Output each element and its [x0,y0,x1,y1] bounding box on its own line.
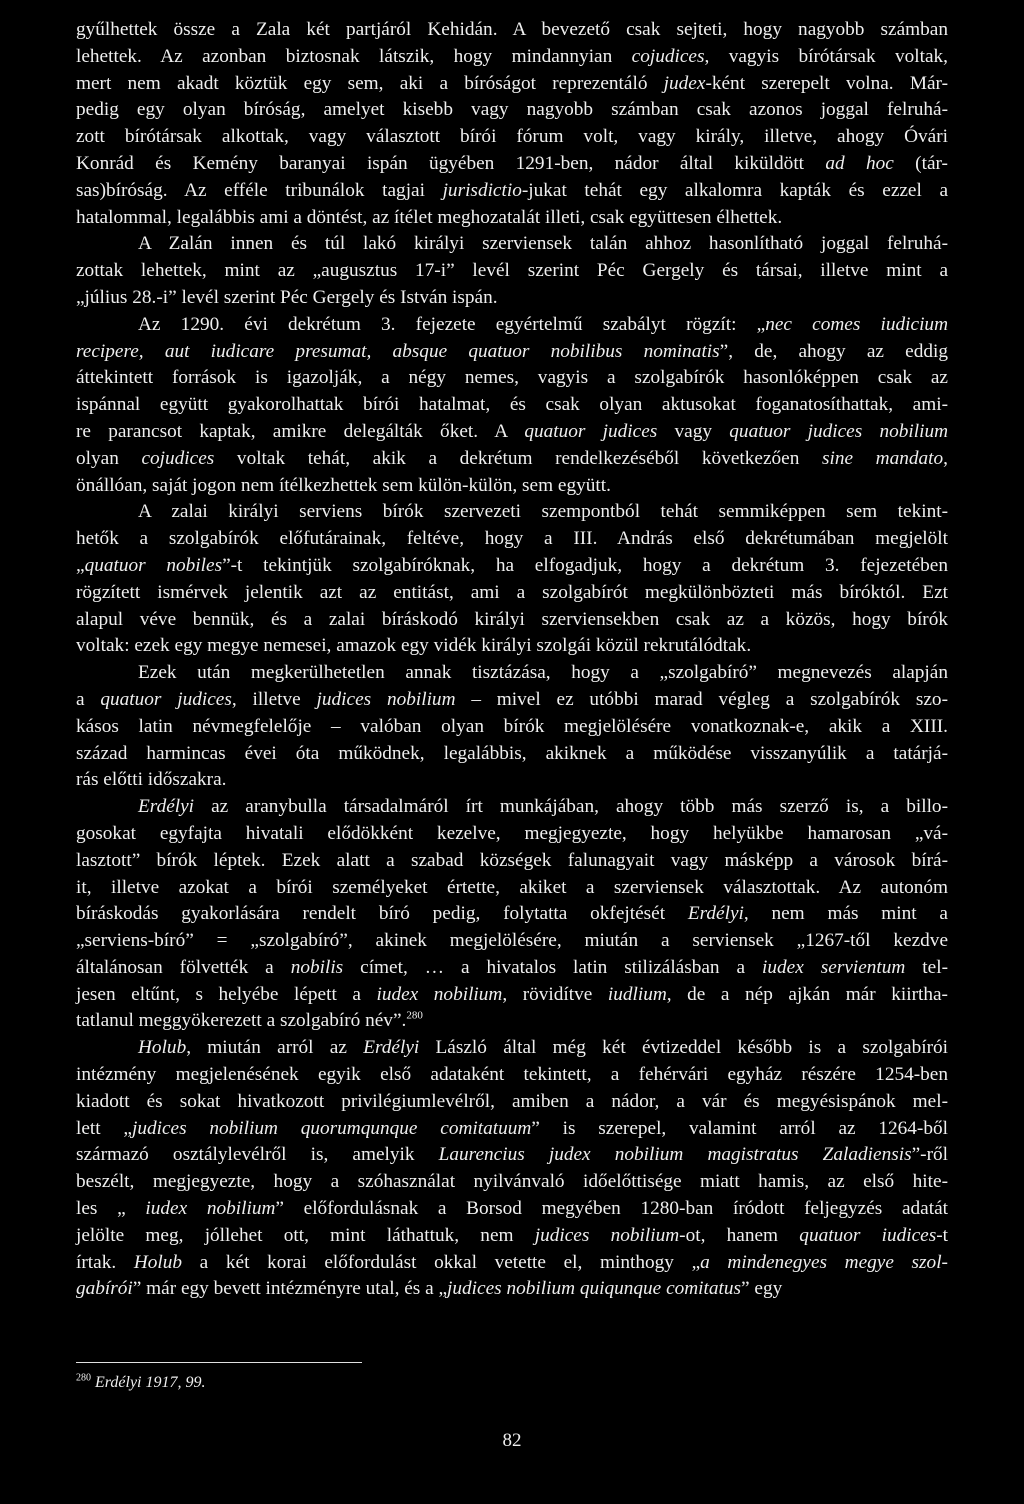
text-run: „július 28.-i” levél szerint Péc Gergely és István ispán. [76,286,498,308]
text-run: ”, de, ahogy az eddig [719,340,948,362]
text-line [76,633,948,660]
footnote-number: 280 [76,1372,91,1384]
text-run: ”-ről [911,1144,948,1166]
page-number: 82 [502,1430,522,1451]
text-run: rás előtti időszakra. [76,769,227,791]
text-run: tatlanul meggyökerezett a szolgabíró név”. [76,1010,407,1032]
text-line [76,687,948,714]
text-run: általánosan fölvették a [76,956,291,978]
text-run: hatalommal, legalábbis ami a döntést, az ítélet meghozatalát illeti, csak együttesen élhettek. [76,206,783,228]
text-line [76,473,948,500]
text-run: címet, … a hivatalos latin stilizálásban a [343,956,763,978]
text-line [76,151,948,178]
text-run: -t [936,1224,948,1246]
italic-term: Holub [133,1251,183,1273]
italic-term: quatuor nobiles [84,554,223,576]
text-run: ” is szerepel, valamint arról az 1264-ből [531,1117,948,1139]
text-run: intézmény megjelenésének egyik első adataként tekintett, a fehérvári egyház részére 1254-ben [76,1064,948,1086]
italic-term: recipere, aut iudicare presumat, absque quatuor nobilibus nominatis [76,340,720,362]
text-line [76,875,948,902]
text-run: zott bírótársak alkottak, vagy választott bírói fórum volt, vagy király, illetve, ahogy Óvári [76,126,948,148]
text-run: hetők a szolgabírók előfutárainak, feltéve, hogy a III. András első dekrétumában megjelölt [76,528,948,550]
italic-term: quatuor judices nobilium [729,420,949,442]
text-run: A Zalán innen és túl lakó királyi szerviensek talán ahhoz hasonlítható joggal felruhá- [138,233,948,255]
italic-term: judices nobilium quiqunque comitatus [447,1278,742,1300]
text-run: írtak. [76,1251,134,1273]
italic-term: Erdélyi [687,903,744,925]
text-line [76,499,948,526]
text-run: beszélt, megjegyezte, hogy a szóhasználat nyilvánvaló időelőttisége miatt hamis, az első hite- [76,1171,948,1193]
text-run: gosokat egyfajta hivatali elődökként kezelve, megjegyezte, hogy helyükbe hamarosan „vá- [76,822,948,844]
text-line [76,1116,948,1143]
text-run: zottak lehettek, mint az „augusztus 17-i” levél szerint Péc Gergely és társai, illetve mint a [76,260,948,282]
text-line [76,1169,948,1196]
text-run: -jukat tehát egy alkalomra kapták és ezzel a [521,179,948,201]
text-line [76,660,948,687]
text-line [76,821,948,848]
text-run: Konrád és Kemény baranyai ispán ügyében 1291-ben, nádor által kiküldött [76,152,826,174]
footnote [76,1372,206,1394]
text-line [76,794,948,821]
text-line [76,392,948,419]
italic-term: iudex nobilium [376,983,503,1005]
italic-term: cojudices [141,447,215,469]
text-run: ” már egy bevett intézményre utal, és a „ [132,1278,448,1300]
italic-term: Holub [138,1037,187,1059]
text-line [76,928,948,955]
italic-term: quatuor iudices [799,1224,937,1246]
text-run: az aranybulla társadalmáról írt munkájában, ahogy több más szerző is, a billo- [194,796,948,818]
text-run: it, illetve azokat a bírói személyeket értette, akiket a szerviensek választottak. Az autonóm [76,876,948,898]
text-run: voltak: ezek egy megye nemesei, amazok egy vidék királyi szolgái közül rekrutálódtak. [76,635,752,657]
text-line [76,1008,948,1035]
text-run: áttekintett források is igazolják, a négy nemes, vagyis a szolgabírók hasonlóképpen csak az [76,367,948,389]
text-line [76,1089,948,1116]
text-run: „ [76,554,85,576]
text-run: , illetve [231,688,317,710]
footnote-divider [76,1362,362,1363]
text-run: kiadott és sokat hivatkozott privilégiumlevélről, amiben a nádor, a vár és megyésispánok mel- [76,1090,948,1112]
text-line [76,580,948,607]
text-line [76,339,948,366]
text-line [76,419,948,446]
italic-term: judex [663,72,706,94]
text-run: lehettek. Az azonban biztosnak látszik, hogy mindannyian [76,45,632,67]
footnote-reference: 280 [406,1010,423,1023]
text-line [76,1196,948,1223]
text-line [76,178,948,205]
text-run: – mivel ez utóbbi marad végleg a szolgabírók szo- [455,688,948,710]
text-line [76,1223,948,1250]
text-line [76,97,948,124]
text-line [76,446,948,473]
italic-term: iudex servientum [762,956,906,978]
body-text [76,17,948,1303]
text-run: lett „ [76,1117,132,1139]
text-run: olyan [76,447,142,469]
italic-term: ad hoc [825,152,894,174]
text-run: , [943,447,948,469]
italic-term: judices nobilium [534,1224,680,1246]
text-line [76,1035,948,1062]
text-run: tel- [905,956,949,978]
text-run: voltak tehát, akik a dekrétum rendelkezéséből következően [214,447,822,469]
italic-term: cojudices [631,45,705,67]
italic-term: iudex nobilium [145,1198,276,1220]
italic-term: quatuor judices [100,688,232,710]
text-run: jelölte meg, jóllehet ott, mint láthattuk, nem [76,1224,535,1246]
text-run: , de a nép ajkán már kiirtha- [666,983,948,1005]
text-run: kásos latin névmegfelelője – valóban olyan bírók megjelölésére vonatkoznak-e, akik a XIII. [76,715,948,737]
text-line [76,714,948,741]
text-run: ispánnal együtt gyakorolhattak bírói hatalmat, és csak olyan aktusokat foganatosíthattak, ami- [76,394,948,416]
text-line [76,205,948,232]
text-run: re parancsot kaptak, amikre delegálták őket. A [76,420,525,442]
text-run: lasztott” bírók léptek. Ezek alatt a szabad községek falunagyait vagy másképp a városok bírá- [76,849,948,871]
text-run: mert nem akadt köztük egy sem, aki a bíróságot reprezentáló [76,72,664,94]
text-line [76,312,948,339]
footnote-text: Erdélyi 1917, 99. [95,1374,206,1391]
text-run: , miután arról az [186,1037,364,1059]
italic-term: judices nobilium [316,688,456,710]
text-line [76,1062,948,1089]
text-run: a [76,688,101,710]
italic-term: judices nobilium quorumqunque comitatuum [131,1117,532,1139]
text-line [76,982,948,1009]
italic-term: Erdélyi [363,1037,420,1059]
text-run: (tár- [893,152,948,174]
italic-term: iudlium [607,983,667,1005]
text-run: A zalai királyi serviens bírók szervezeti szempontból tehát semmiképpen sem tekint- [138,501,948,523]
italic-term: Laurencius judex nobilium magistratus Zaladiensis [438,1144,912,1166]
text-line [76,285,948,312]
text-line [76,365,948,392]
italic-term: nobilis [290,956,344,978]
text-line [76,526,948,553]
text-run: pedig egy olyan bíróság, amelyet kisebb vagy nagyobb számban csak azonos joggal felruhá- [76,99,948,121]
text-line [76,901,948,928]
text-run: alapul véve bennük, és a zalai bíráskodó királyi szerviensekben csak az a közös, hogy bírók [76,608,948,630]
text-line [76,124,948,151]
text-line [76,607,948,634]
text-run: század harmincas évei óta működnek, legalábbis, akiknek a működése visszanyúlik a tatárjá- [76,742,948,764]
text-line [76,955,948,982]
text-line [76,1250,948,1277]
text-run: , nem más mint a [743,903,948,925]
text-run: sas)bíróság. Az efféle tribunálok tagjai [76,179,443,201]
italic-term: Erdélyi [138,796,195,818]
text-run: , rövidítve [502,983,608,1005]
text-line [76,553,948,580]
text-line [76,767,948,794]
text-run: vagy [657,420,730,442]
text-run: les „ [76,1198,146,1220]
text-run: származó osztálylevélről is, amelyik [76,1144,439,1166]
text-run: jesen eltűnt, s helyébe lépett a [76,983,377,1005]
text-run: a két korai előfordulást okkal vetette el, minthogy „ [182,1251,701,1273]
text-run: ” egy [741,1278,783,1300]
text-run: Ezek után megkerülhetetlen annak tisztázása, hogy a „szolgabíró” megnevezés alapján [138,662,948,684]
text-line [76,741,948,768]
text-line [76,258,948,285]
italic-term: gabírói [76,1278,133,1300]
text-run: László által még két évtizeddel később is a szolgabírói [419,1037,949,1059]
italic-term: sine mandato [821,447,944,469]
italic-term: jurisdictio [442,179,522,201]
text-line [76,231,948,258]
text-run: rögzített ismérvek jelentik azt az entitást, ami a szolgabírót megkülönbözteti más bíróktól. Ezt [76,581,948,603]
text-run: önállóan, saját jogon nem ítélkezhettek sem külön-külön, sem együtt. [76,474,611,496]
text-run: , vagyis bírótársak voltak, [704,45,949,67]
text-run: gyűlhettek össze a Zala két partjáról Kehidán. A bevezető csak sejteti, hogy nagyobb számban [76,19,948,40]
text-line [76,848,948,875]
text-run: bíráskodás gyakorlására rendelt bíró pedig, folytatta okfejtését [76,903,688,925]
text-run: -ként szerepelt volna. Már- [705,72,948,94]
italic-term: nec comes iudicium [765,313,948,335]
text-line [76,71,948,98]
italic-term: quatuor judices [524,420,658,442]
text-run: „serviens-bíró” = „szolgabíró”, akinek megjelölésére, miután a serviensek „1267-től kezdve [76,930,948,952]
text-line [76,1276,948,1303]
text-line [76,1142,948,1169]
text-run: ”-t tekintjük szolgabíróknak, ha elfogadjuk, hogy a dekrétum 3. fejezetében [222,554,948,576]
text-line [76,17,948,44]
text-line [76,44,948,71]
text-run: Az 1290. évi dekrétum 3. fejezete egyértelmű szabályt rögzít: „ [138,313,766,335]
text-run: ” előfordulásnak a Borsod megyében 1280-ban íródott feljegyzés adatát [275,1198,948,1220]
italic-term: a mindenegyes megye szol- [700,1251,948,1273]
text-run: -ot, hanem [679,1224,800,1246]
